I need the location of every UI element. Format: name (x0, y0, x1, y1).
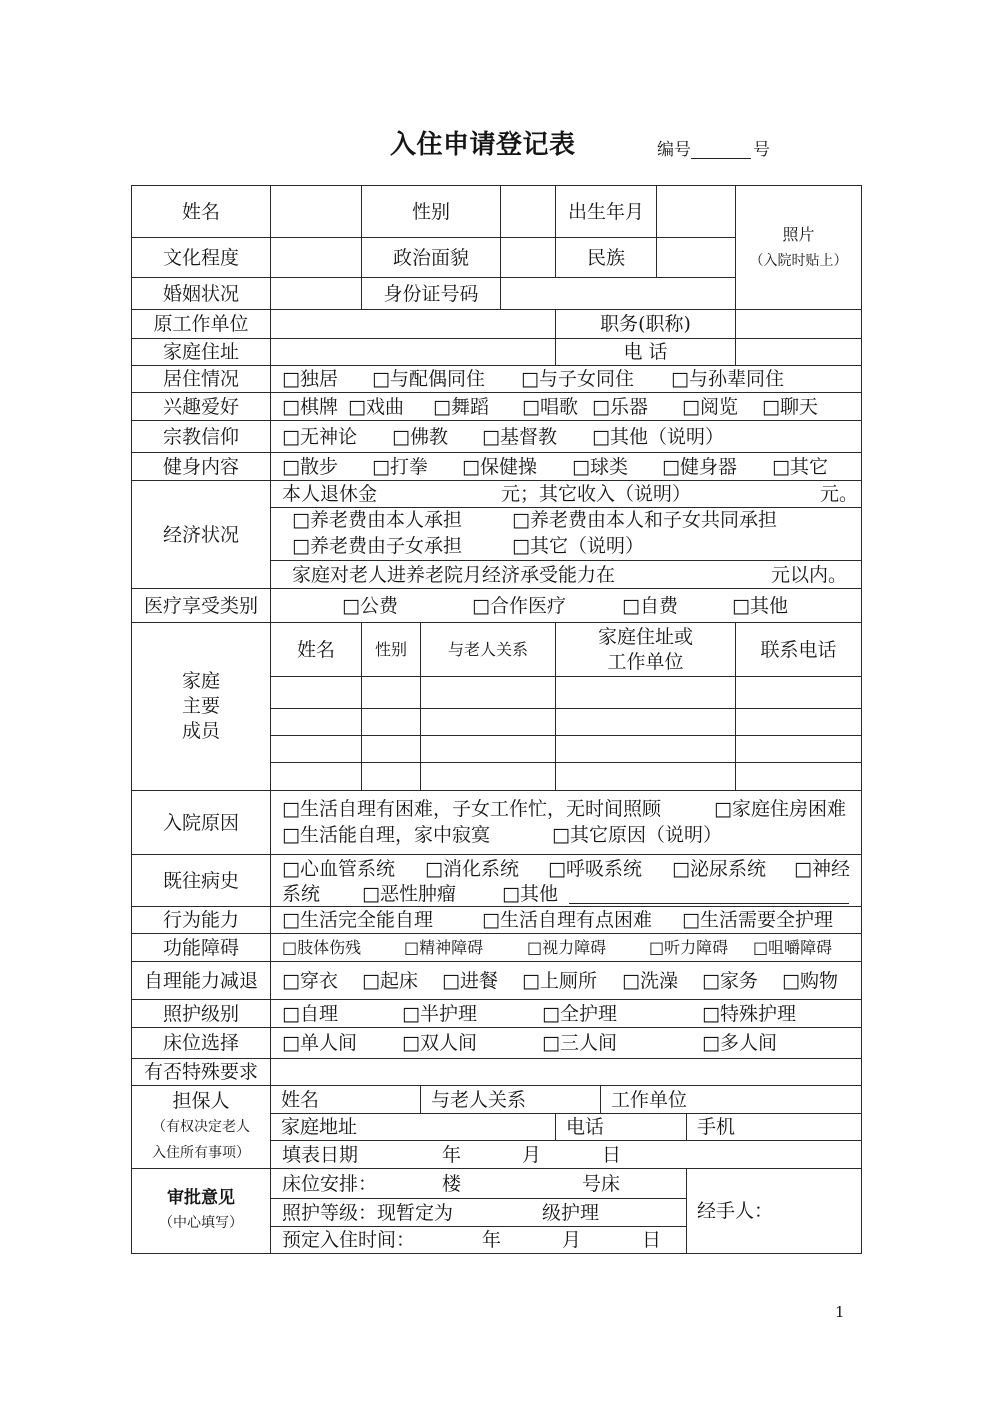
education-value-cell (270, 237, 362, 278)
photo-label: 照片 (782, 224, 815, 244)
photo-note: （入院时贴上） (749, 252, 848, 269)
guarantor-note-line: （有权决定老人 (152, 1119, 250, 1135)
fitness-option: □其它 (772, 455, 828, 478)
self-care-option: □上厕所 (522, 969, 597, 992)
family-cell (361, 708, 421, 736)
gender-label: 性别 (361, 185, 501, 238)
behavior-label: 行为能力 (131, 906, 271, 934)
religion-option: □无神论 (282, 425, 357, 448)
guarantor-label: 担保人 (172, 1090, 230, 1112)
family-header-address-line: 家庭住址或 (597, 625, 693, 648)
ethnicity-value-cell (656, 237, 736, 278)
medical-option: □其他 (732, 594, 788, 617)
economy-option: □养老费由本人承担 (292, 509, 462, 531)
approval-label: 审批意见 (167, 1188, 235, 1208)
form-number-prefix: 编号 (657, 140, 691, 160)
special-request-value-cell (270, 1058, 862, 1086)
guarantor-address-label: 家庭地址 (270, 1113, 556, 1141)
fitness-options-cell (270, 452, 862, 481)
disability-option: □听力障碍 (649, 937, 729, 957)
family-label-line: 家庭 (181, 670, 220, 692)
medical-option: □合作医疗 (472, 594, 566, 617)
care-level-option: □半护理 (402, 1002, 477, 1025)
page-number: 1 (835, 1303, 845, 1321)
planned-date-cell (270, 1226, 687, 1254)
fitness-option: □打拳 (372, 455, 428, 478)
planned-date-day: 日 (642, 1229, 662, 1251)
capacity-suffix: 元以内。 (771, 563, 848, 586)
self-care-option: □购物 (782, 969, 838, 992)
marital-value-cell (270, 277, 362, 310)
political-label: 政治面貌 (361, 237, 501, 278)
handler-label: 经手人： (686, 1168, 862, 1254)
fill-date-label: 填表日期 (282, 1143, 359, 1166)
living-option: □与配偶同住 (372, 368, 485, 390)
hobbies-label: 兴趣爱好 (131, 392, 271, 421)
position-label: 职务(职称) (555, 309, 736, 339)
room-option: □多人间 (702, 1032, 777, 1054)
hobby-option: □乐器 (592, 395, 648, 418)
family-header-address-line: 工作单位 (607, 650, 684, 673)
fitness-option: □保健操 (462, 455, 537, 478)
family-cell (420, 762, 556, 791)
disability-option: □精神障碍 (404, 937, 484, 957)
phone-label: 电 话 (555, 338, 736, 366)
family-cell (555, 708, 736, 736)
planned-date-label: 预定入住时间： (282, 1229, 416, 1251)
hobby-option: □戏曲 (348, 395, 404, 418)
history-option: □其他 (502, 883, 558, 905)
disability-option: □肢体伤残 (282, 937, 362, 957)
economy-option: □养老费由本人和子女共同承担 (512, 509, 777, 531)
admission-reason-cell (270, 790, 862, 855)
admission-reason-option: □生活自理有困难，子女工作忙，无时间照顾 (282, 798, 661, 820)
self-care-option: □进餐 (442, 969, 498, 992)
fill-date-year: 年 (442, 1143, 462, 1166)
pension-suffix: 元。 (820, 483, 859, 505)
ethnicity-label: 民族 (555, 237, 657, 278)
approval-label-cell (131, 1168, 271, 1254)
address-label: 家庭住址 (131, 338, 271, 366)
fitness-option: □散步 (282, 455, 338, 478)
guarantor-name-label: 姓名 (270, 1085, 421, 1114)
bed-arrangement-cell (270, 1168, 687, 1199)
admission-reason-label: 入院原因 (131, 790, 271, 855)
family-header-relation: 与老人关系 (420, 622, 556, 677)
family-cell (735, 762, 862, 791)
care-grade-suffix: 级护理 (542, 1201, 600, 1224)
name-label: 姓名 (131, 185, 271, 238)
family-header-phone: 联系电话 (735, 622, 862, 677)
hobby-option: □聊天 (762, 395, 818, 418)
living-label: 居住情况 (131, 365, 271, 393)
behavior-option: □生活需要全护理 (682, 909, 833, 931)
family-cell (735, 735, 862, 763)
admission-reason-option: □家庭住房困难 (714, 798, 846, 820)
history-option: □神经 (794, 858, 850, 880)
history-option: □心血管系统 (282, 858, 395, 880)
family-cell (361, 735, 421, 763)
id-value-cell (500, 277, 736, 310)
family-label-cell (131, 622, 271, 791)
family-cell (420, 676, 556, 709)
behavior-options-cell (270, 906, 862, 934)
history-cell (270, 854, 862, 907)
room-label: 床位选择 (131, 1027, 271, 1059)
position-value-cell (735, 309, 862, 339)
family-label-line: 主要 (181, 695, 220, 717)
family-cell (361, 762, 421, 791)
capacity-prefix: 家庭对老人进养老院月经济承受能力在 (292, 563, 616, 586)
care-level-option: □全护理 (542, 1002, 617, 1025)
care-grade-label: 照护等级：现暂定为 (282, 1201, 454, 1224)
family-cell (270, 735, 362, 763)
guarantor-phone-label: 电话 (555, 1113, 687, 1141)
room-options-cell (270, 1027, 862, 1059)
family-cell (420, 708, 556, 736)
hobby-option: □阅览 (682, 395, 738, 418)
history-option: □泌尿系统 (672, 858, 766, 880)
care-level-label: 照护级别 (131, 999, 271, 1028)
family-cell (361, 676, 421, 709)
family-header-address-cell (555, 622, 736, 677)
pension-mid: 元；其它收入（说明） (501, 483, 692, 505)
name-value-cell (270, 185, 362, 238)
guarantor-mobile-label: 手机 (686, 1113, 862, 1141)
id-label: 身份证号码 (361, 277, 501, 310)
self-care-option: □洗澡 (622, 969, 678, 992)
fitness-option: □球类 (572, 455, 628, 478)
medical-label: 医疗享受类别 (131, 588, 271, 623)
family-cell (735, 676, 862, 709)
history-label: 既往病史 (131, 854, 271, 907)
hobby-option: □舞蹈 (433, 395, 489, 418)
former-work-value-cell (270, 309, 556, 339)
care-level-option: □特殊护理 (702, 1002, 796, 1025)
form-number-blank (691, 158, 751, 159)
guarantor-label-cell (131, 1085, 271, 1169)
page-title: 入住申请登记表 (390, 130, 576, 160)
birth-value-cell (656, 185, 736, 238)
photo-cell (735, 185, 862, 310)
history-option: □消化系统 (425, 858, 519, 880)
guarantor-work-label: 工作单位 (600, 1085, 862, 1114)
economy-option: □其它（说明） (512, 535, 644, 557)
form-number-suffix: 号 (753, 140, 770, 160)
care-level-option: □自理 (282, 1002, 338, 1025)
religion-options-cell (270, 420, 862, 453)
history-option: □恶性肿瘤 (362, 883, 456, 905)
history-option: □呼吸系统 (548, 858, 642, 880)
religion-option: □基督教 (482, 425, 557, 448)
bed-building-label: 楼 (442, 1172, 462, 1195)
disability-label: 功能障碍 (131, 933, 271, 962)
hobby-option: □唱歌 (522, 395, 578, 418)
fill-date-cell (270, 1140, 862, 1169)
family-cell (555, 735, 736, 763)
room-option: □单人间 (282, 1032, 357, 1054)
guarantor-relation-label: 与老人关系 (420, 1085, 601, 1114)
fill-date-day: 日 (602, 1143, 622, 1166)
special-request-label: 有否特殊要求 (131, 1058, 271, 1086)
self-care-options-cell (270, 961, 862, 1000)
room-option: □双人间 (402, 1032, 477, 1054)
former-work-label: 原工作单位 (131, 309, 271, 339)
disability-option: □视力障碍 (527, 937, 607, 957)
history-option: 系统 (282, 883, 321, 905)
living-option: □与子女同住 (521, 368, 634, 390)
fitness-label: 健身内容 (131, 452, 271, 481)
disability-option: □咀嚼障碍 (753, 937, 833, 957)
economy-pension-cell (270, 480, 862, 508)
care-grade-cell (270, 1198, 687, 1227)
family-header-name: 姓名 (270, 622, 362, 677)
family-cell (555, 762, 736, 791)
guarantor-note-line: 入住所有事项） (152, 1145, 250, 1161)
family-label-line: 成员 (181, 720, 220, 742)
family-cell (270, 762, 362, 791)
medical-option: □公费 (342, 594, 398, 617)
self-care-option: □家务 (702, 969, 758, 992)
self-care-option: □起床 (362, 969, 418, 992)
family-cell (270, 708, 362, 736)
disability-options-cell (270, 933, 862, 962)
address-value-cell (270, 338, 556, 366)
family-cell (735, 708, 862, 736)
education-label: 文化程度 (131, 237, 271, 278)
history-other-blank (569, 903, 849, 904)
political-value-cell (500, 237, 556, 278)
behavior-option: □生活完全能自理 (282, 909, 433, 931)
economy-burden-cell (270, 507, 862, 561)
living-option: □与孙辈同住 (671, 368, 784, 390)
planned-date-year: 年 (482, 1229, 502, 1251)
economy-capacity-cell (270, 560, 862, 589)
self-care-label: 自理能力减退 (131, 961, 271, 1000)
medical-option: □自费 (622, 594, 678, 617)
admission-reason-option: □生活能自理，家中寂寞 (282, 824, 490, 846)
religion-option: □佛教 (392, 425, 448, 448)
fitness-option: □健身器 (662, 455, 737, 478)
bed-number-label: 号床 (582, 1172, 621, 1195)
approval-note: （中心填写） (159, 1215, 243, 1231)
religion-label: 宗教信仰 (131, 420, 271, 453)
hobbies-options-cell (270, 392, 862, 421)
care-level-options-cell (270, 999, 862, 1028)
fill-date-month: 月 (522, 1143, 542, 1166)
family-cell (420, 735, 556, 763)
admission-reason-option: □其它原因（说明） (552, 824, 722, 846)
economy-option: □养老费由子女承担 (292, 535, 462, 557)
birth-label: 出生年月 (555, 185, 657, 238)
room-option: □三人间 (542, 1032, 617, 1054)
phone-value-cell (735, 338, 862, 366)
religion-option: □其他（说明） (592, 425, 724, 448)
pension-prefix: 本人退休金 (282, 483, 378, 505)
living-options-cell (270, 365, 862, 393)
family-header-gender: 性别 (361, 622, 421, 677)
family-cell (270, 676, 362, 709)
hobby-option: □棋牌 (282, 395, 338, 418)
self-care-option: □穿衣 (282, 969, 338, 992)
planned-date-month: 月 (562, 1229, 582, 1251)
behavior-option: □生活自理有点困难 (482, 909, 652, 931)
bed-arrangement-label: 床位安排： (282, 1172, 378, 1195)
family-cell (555, 676, 736, 709)
economy-label: 经济状况 (131, 480, 271, 589)
medical-options-cell (270, 588, 862, 623)
gender-value-cell (500, 185, 556, 238)
marital-label: 婚姻状况 (131, 277, 271, 310)
living-option: □独居 (282, 368, 338, 390)
